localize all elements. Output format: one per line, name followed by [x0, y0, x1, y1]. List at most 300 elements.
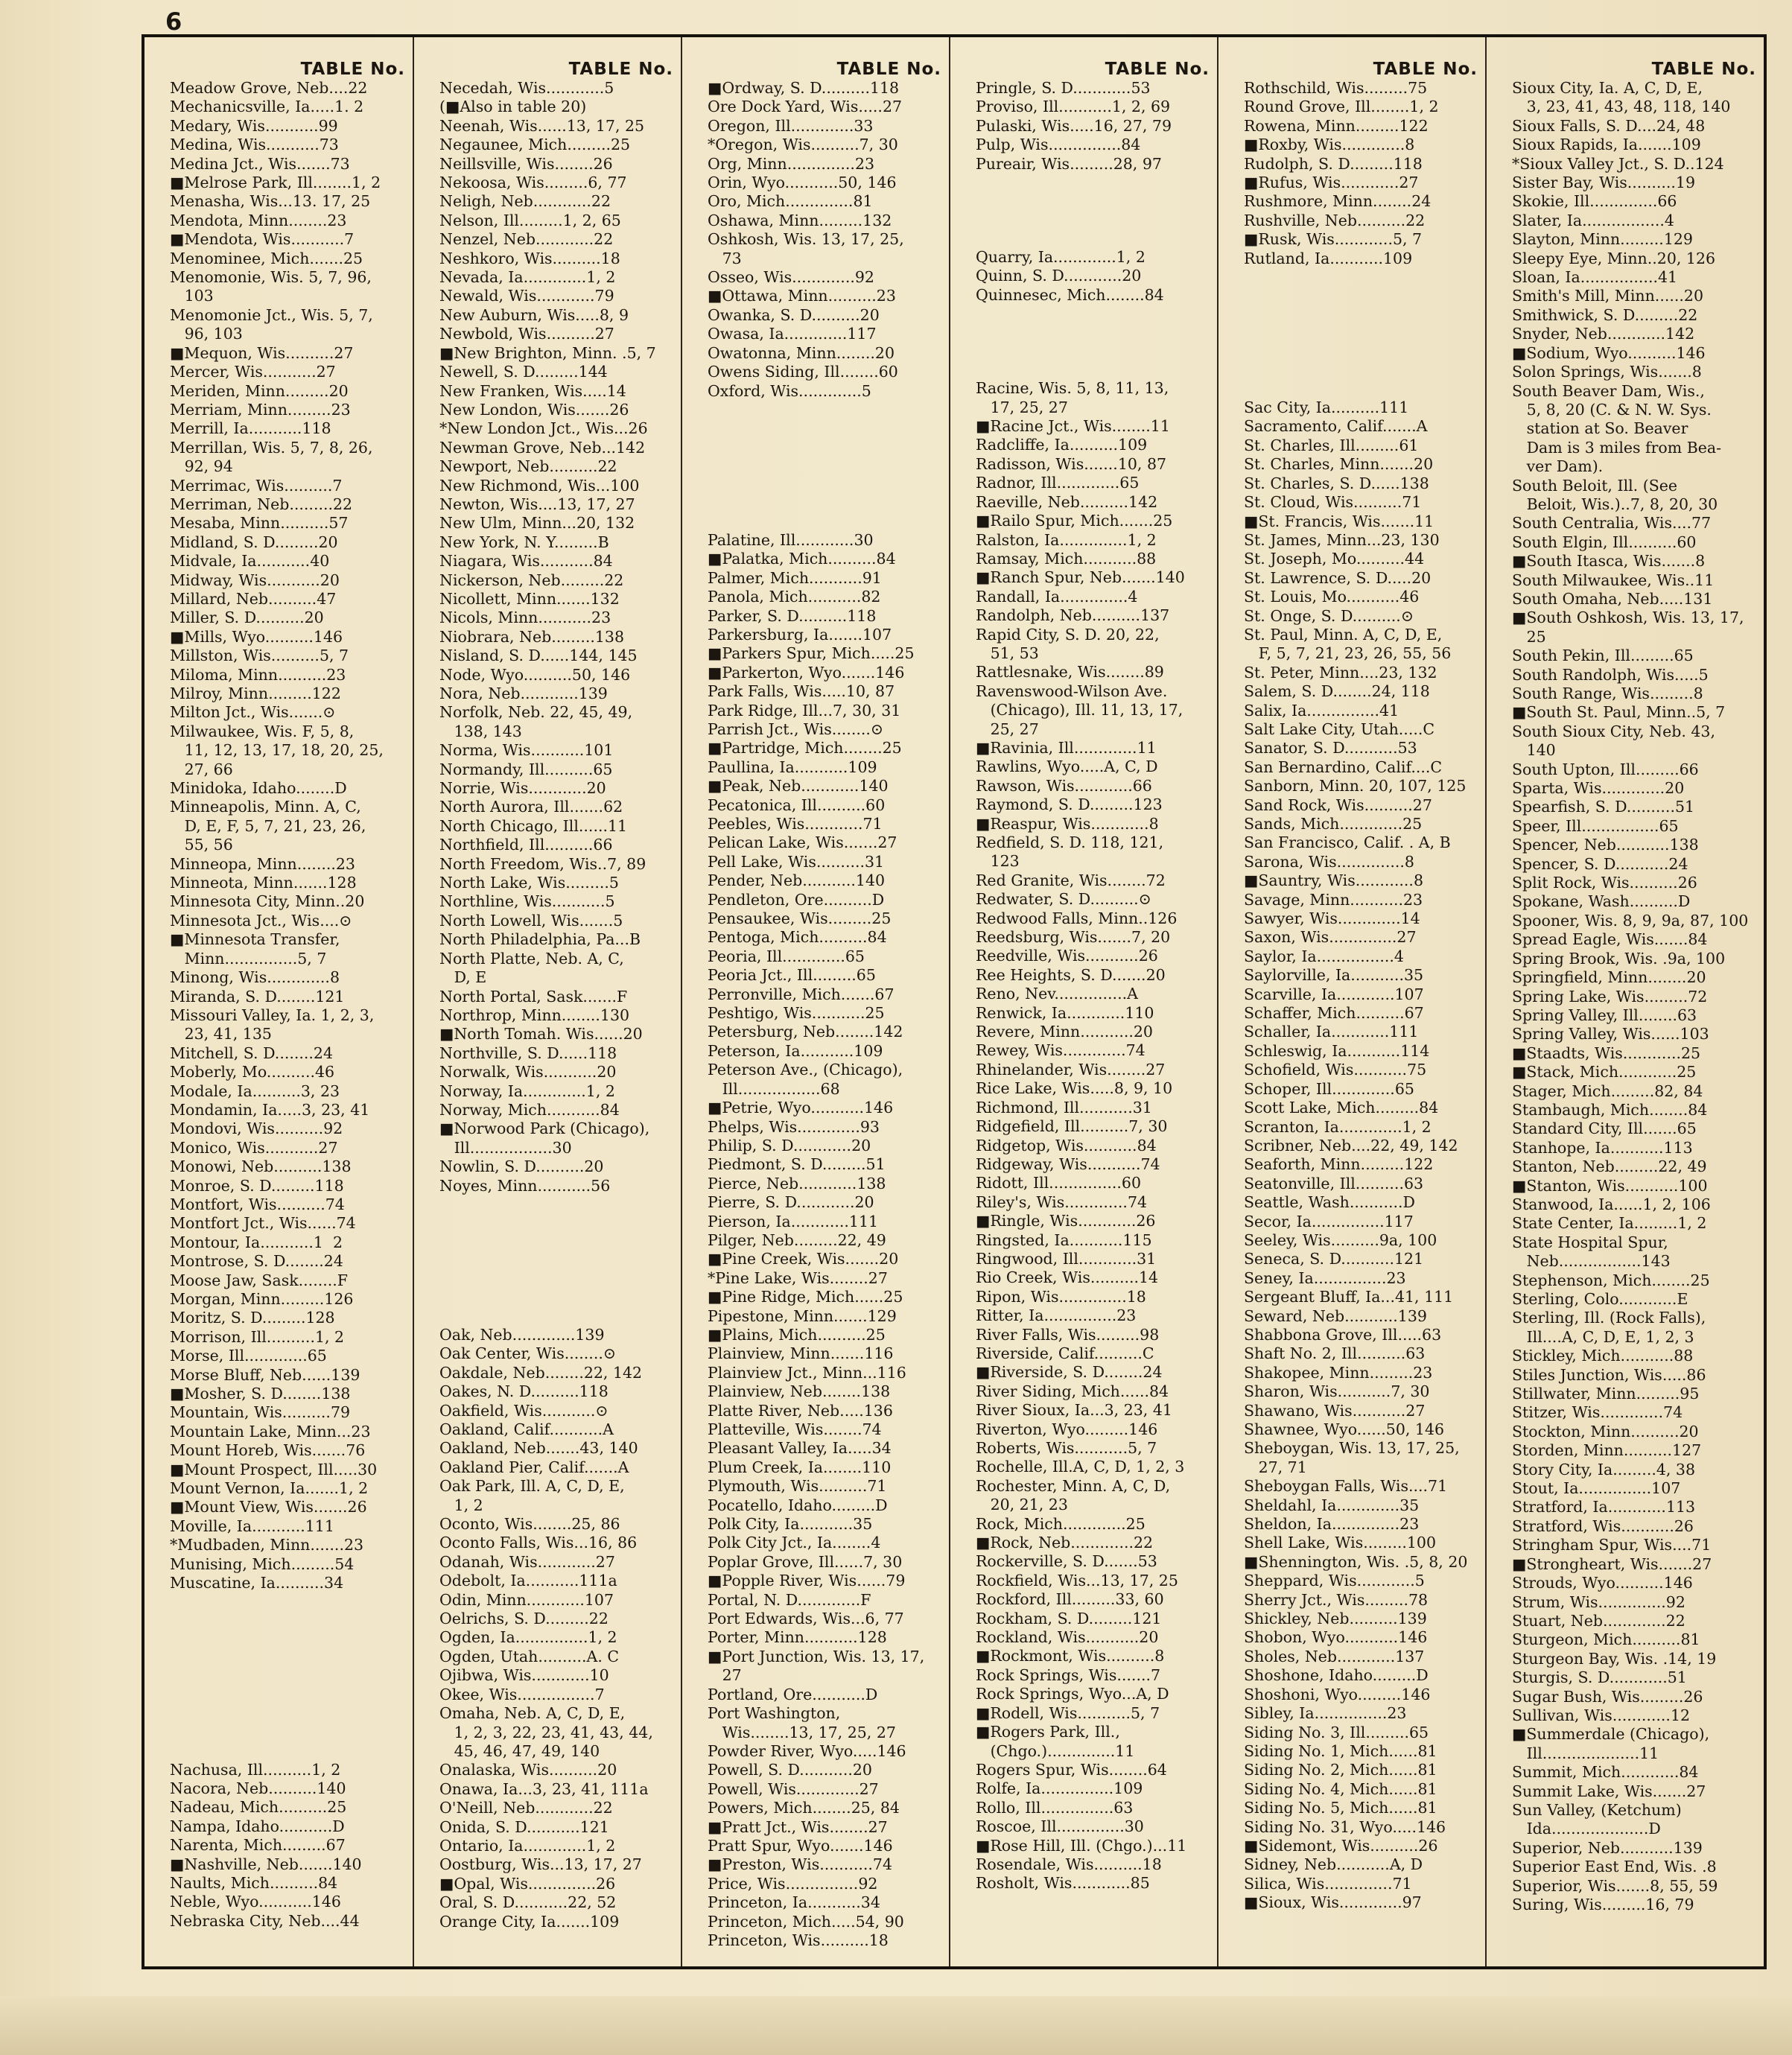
station-entry: Sheppard, Wis............5 — [1244, 1572, 1425, 1590]
station-list — [414, 79, 681, 1931]
station-entry: Schofield, Wis...........75 — [1244, 1061, 1427, 1079]
station-entry: Missouri Valley, Ia. 1, 2, 3, — [170, 1006, 375, 1024]
station-entry: Shickley, Neb..........139 — [1244, 1610, 1427, 1628]
station-entry: Mount Horeb, Wis.......76 — [170, 1441, 366, 1460]
station-entry: Niobrara, Neb.........138 — [439, 627, 625, 646]
station-entry: Sands, Mich.............25 — [1244, 815, 1423, 833]
station-entry: Parkersburg, Ia.......107 — [708, 625, 892, 644]
station-entry: Oshkosh, Wis. 13, 17, 25, — [708, 230, 904, 249]
station-entry: San Francisco, Calif. . A, B — [1244, 833, 1451, 852]
station-entry: Menominee, Mich.......25 — [170, 249, 363, 267]
station-entry: 25, 27 — [976, 720, 1039, 738]
station-entry: Mitchell, S. D........24 — [170, 1044, 334, 1062]
station-entry: Poplar Grove, Ill......7, 30 — [708, 1552, 903, 1571]
station-entry: Stitzer, Wis.............74 — [1512, 1403, 1683, 1422]
station-entry: Ojibwa, Wis............10 — [439, 1666, 609, 1685]
station-entry: Powell, Wis.............27 — [708, 1779, 879, 1798]
station-entry: Nekoosa, Wis.........6, 77 — [439, 174, 627, 192]
station-entry: Neillsville, Wis........26 — [439, 154, 613, 173]
section-gap — [976, 229, 1211, 248]
station-entry: Ore Dock Yard, Wis.....27 — [708, 98, 903, 116]
station-entry: Powder River, Wyo.....146 — [708, 1741, 906, 1760]
station-entry: Spokane, Wash..........D — [1512, 892, 1691, 911]
station-entry: Strouds, Wyo..........146 — [1512, 1574, 1693, 1592]
station-entry: Owens Siding, Ill........60 — [708, 363, 898, 381]
station-entry: New Ulm, Minn...20, 132 — [439, 514, 635, 533]
station-entry: Sioux Rapids, Ia.......109 — [1512, 136, 1701, 154]
station-entry: Ringsted, Ia...........115 — [976, 1230, 1152, 1249]
station-entry: Rhinelander, Wis........27 — [976, 1060, 1166, 1079]
station-entry: Pecatonica, Ill..........60 — [708, 795, 886, 814]
station-entry: Reedsburg, Wis.......7, 20 — [976, 928, 1171, 947]
station-entry: St. Onge, S. D..........⊙ — [1244, 606, 1414, 625]
station-entry: Oro, Mich..............81 — [708, 192, 873, 211]
station-entry: Moritz, S. D.........128 — [170, 1309, 335, 1327]
station-entry: Oelrichs, S. D.........22 — [439, 1610, 609, 1628]
station-entry: Milwaukee, Wis. F, 5, 8, — [170, 722, 355, 740]
station-entry: Ritter, Ia...............23 — [976, 1306, 1137, 1325]
station-entry: Powell, S. D...........20 — [708, 1761, 872, 1779]
station-entry: New London, Wis.......26 — [439, 400, 629, 419]
station-entry: Spencer, Neb...........138 — [1512, 836, 1699, 854]
station-entry: Stambaugh, Mich........84 — [1512, 1100, 1708, 1119]
station-entry: Miloma, Minn..........23 — [170, 665, 346, 684]
station-entry: Paullina, Ia...........109 — [708, 757, 877, 776]
station-entry: Sioux City, Ia. A, C, D, E, — [1512, 79, 1703, 97]
station-entry: Snyder, Neb............142 — [1512, 325, 1695, 343]
station-entry: Shell Lake, Wis.........100 — [1244, 1534, 1436, 1552]
station-entry: Northrop, Minn........130 — [439, 1006, 630, 1024]
station-entry: Savage, Minn...........23 — [1244, 890, 1423, 909]
station-entry: Stuart, Neb.............22 — [1512, 1611, 1685, 1630]
section-gap — [170, 1668, 407, 1686]
station-entry: Phelps, Wis.............93 — [708, 1117, 880, 1136]
station-entry: Merriam, Minn.........23 — [170, 400, 351, 419]
section-gap — [170, 1686, 407, 1705]
section-gap — [170, 1742, 407, 1761]
station-entry: Sibley, Ia...............23 — [1244, 1704, 1407, 1723]
station-entry: Sterling, Colo............E — [1512, 1290, 1688, 1308]
station-entry: North Portal, Sask.......F — [439, 987, 628, 1006]
station-entry: Stockton, Minn..........20 — [1512, 1422, 1699, 1441]
station-entry: ■Racine Jct., Wis........11 — [976, 417, 1170, 436]
station-entry: Pilger, Neb.........22, 49 — [708, 1230, 886, 1249]
station-entry: Quinn, S. D............20 — [976, 267, 1142, 285]
station-entry: St. Lawrence, S. D.....20 — [1244, 568, 1432, 587]
station-entry: Rockerville, S. D.......53 — [976, 1552, 1157, 1571]
station-entry: Shawnee, Wyo......50, 146 — [1244, 1420, 1445, 1438]
station-entry: Negaunee, Mich.........25 — [439, 136, 631, 154]
station-entry: ■Plains, Mich..........25 — [708, 1325, 886, 1344]
station-entry: Palatine, Ill............30 — [708, 530, 874, 549]
station-entry: ■Shennington, Wis. .5, 8, 20 — [1244, 1552, 1468, 1571]
station-index-table — [142, 34, 1767, 1969]
section-gap — [170, 1630, 407, 1649]
station-entry: Silica, Wis..............71 — [1244, 1874, 1412, 1893]
station-entry: Nowlin, S. D..........20 — [439, 1157, 604, 1176]
station-entry: Newald, Wis............79 — [439, 287, 614, 305]
station-entry: Seney, Ia...............23 — [1244, 1268, 1406, 1287]
station-entry: Oral, S. D...........22, 52 — [439, 1893, 617, 1912]
station-entry: ■Sidemont, Wis..........26 — [1244, 1836, 1438, 1855]
station-entry: Peebles, Wis............71 — [708, 815, 883, 833]
station-entry: South Beloit, Ill. (See — [1512, 476, 1678, 495]
station-entry: Scranton, Ia.............1, 2 — [1244, 1117, 1432, 1136]
station-entry: Morse Bluff, Neb......139 — [170, 1365, 360, 1384]
station-entry: ■Ordway, S. D..........118 — [708, 79, 900, 97]
station-entry: Seneca, S. D...........121 — [1244, 1250, 1424, 1268]
station-entry: *Sioux Valley Jct., S. D..124 — [1512, 154, 1724, 173]
station-entry: Norwalk, Wis...........20 — [439, 1063, 617, 1082]
station-entry: Stephenson, Mich........25 — [1512, 1271, 1710, 1289]
station-entry: Stanwood, Ia......1, 2, 106 — [1512, 1195, 1711, 1213]
station-entry: Storden, Minn..........127 — [1512, 1441, 1702, 1460]
station-entry: Montfort Jct., Wis......74 — [170, 1214, 356, 1233]
section-gap — [170, 1705, 407, 1724]
table-number-header: TABLE No. — [568, 60, 673, 79]
station-entry: ■Partridge, Mich........25 — [708, 739, 902, 757]
table-number-header: TABLE No. — [1373, 60, 1478, 79]
station-entry: Rockford, Ill.........33, 60 — [976, 1590, 1164, 1609]
station-entry: North Aurora, Ill.......62 — [439, 798, 623, 816]
station-entry: Siding No. 3, Ill.........65 — [1244, 1723, 1429, 1741]
station-entry: 1, 2, 3, 22, 23, 41, 43, 44, — [439, 1723, 653, 1741]
station-entry: Plainview, Neb........138 — [708, 1382, 891, 1401]
station-entry: Princeton, Mich.....54, 90 — [708, 1912, 904, 1931]
station-entry: Salem, S. D........24, 118 — [1244, 682, 1430, 701]
station-entry: ■Reaspur, Wis............8 — [976, 814, 1159, 833]
station-entry: State Hospital Spur, — [1512, 1233, 1668, 1251]
station-entry: Strum, Wis..............92 — [1512, 1592, 1685, 1611]
station-entry: Menomonie Jct., Wis. 5, 7, — [170, 305, 373, 324]
index-column-4 — [949, 37, 1217, 1966]
station-entry: Sheldahl, Ia.............35 — [1244, 1496, 1420, 1514]
station-entry: Oakfield, Wis...........⊙ — [439, 1401, 609, 1420]
page-number: 6 — [165, 7, 182, 36]
station-entry: Newton, Wis....13, 17, 27 — [439, 495, 635, 513]
station-entry: Parrish Jct., Wis........⊙ — [708, 720, 884, 738]
station-entry: Parker, S. D..........118 — [708, 606, 877, 625]
station-entry: Sheldon, Ia..............23 — [1244, 1515, 1420, 1534]
station-entry: Pipestone, Minn.......129 — [708, 1306, 897, 1325]
section-gap — [976, 305, 1211, 323]
station-entry: Superior, Neb...........139 — [1512, 1838, 1703, 1857]
station-entry: Pringle, S. D............53 — [976, 79, 1151, 97]
section-gap — [708, 457, 943, 475]
station-entry: ■Rusk, Wis............5, 7 — [1244, 230, 1423, 249]
station-entry: (■Also in table 20) — [439, 98, 587, 116]
station-entry: Sharon, Wis...........7, 30 — [1244, 1382, 1430, 1401]
station-entry: Sheboygan Falls, Wis....71 — [1244, 1477, 1448, 1496]
section-gap — [439, 1307, 675, 1326]
station-entry: Oconto, Wis........25, 86 — [439, 1515, 620, 1534]
station-entry: Merrill, Ia...........118 — [170, 419, 331, 438]
station-entry: Oak, Neb.............139 — [439, 1325, 605, 1344]
station-entry: Rollo, Ill...............63 — [976, 1798, 1134, 1817]
station-entry: ■Popple River, Wis......79 — [708, 1572, 906, 1590]
station-entry: Ripon, Wis..............18 — [976, 1287, 1146, 1306]
station-entry: Medary, Wis...........99 — [170, 116, 338, 135]
station-entry: 27 — [708, 1666, 742, 1685]
station-entry: ■Ottawa, Minn..........23 — [708, 287, 896, 305]
station-entry: Story City, Ia.........4, 38 — [1512, 1460, 1696, 1478]
station-entry: Platteville, Wis........74 — [708, 1420, 882, 1438]
station-entry: Ogden, Ia...............1, 2 — [439, 1628, 617, 1647]
station-entry: Rushmore, Minn........24 — [1244, 192, 1432, 211]
section-gap — [439, 1270, 675, 1289]
station-entry: Ill....A, C, D, E, 1, 2, 3 — [1512, 1327, 1694, 1346]
station-entry: Randall, Ia..............4 — [976, 587, 1138, 606]
station-entry: Spring Brook, Wis. .9a, 100 — [1512, 949, 1726, 968]
station-entry: ■Parkers Spur, Mich.....25 — [708, 644, 915, 663]
station-entry: Oak Center, Wis........⊙ — [439, 1344, 617, 1363]
station-entry: Sturgeon, Mich..........81 — [1512, 1630, 1700, 1649]
station-entry: Seattle, Wash...........D — [1244, 1193, 1415, 1212]
station-entry: Medina, Wis...........73 — [170, 136, 339, 154]
station-entry: Stanhope, Ia...........113 — [1512, 1138, 1693, 1157]
station-entry: (Chgo.)..............11 — [976, 1741, 1135, 1760]
station-entry: Sheboygan, Wis. 13, 17, 25, — [1244, 1439, 1460, 1458]
station-entry: Proviso, Ill...........1, 2, 69 — [976, 98, 1171, 116]
station-entry: Ontario, Ia.............1, 2 — [439, 1836, 616, 1855]
section-gap — [708, 438, 943, 457]
station-entry: Nisland, S. D......144, 145 — [439, 647, 638, 665]
station-entry: Miranda, S. D........121 — [170, 987, 345, 1006]
station-entry: Pentoga, Mich..........84 — [708, 928, 887, 947]
station-entry: D, E, F, 5, 7, 21, 23, 26, — [170, 816, 366, 835]
station-entry: 5, 8, 20 (C. & N. W. Sys. — [1512, 400, 1712, 419]
station-entry: Oak Park, Ill. A, C, D, E, — [439, 1477, 625, 1496]
station-entry: Spencer, S. D...........24 — [1512, 854, 1688, 873]
station-entry: Radnor, Ill.............65 — [976, 474, 1140, 492]
station-entry: Park Ridge, Ill...7, 30, 31 — [708, 701, 901, 720]
station-entry: Rapid City, S. D. 20, 22, — [976, 625, 1160, 644]
station-entry: Sterling, Ill. (Rock Falls), — [1512, 1309, 1706, 1327]
station-entry: Merriman, Neb.........22 — [170, 495, 353, 513]
station-entry: Oxford, Wis.............5 — [708, 381, 871, 400]
station-entry: Nicols, Minn...........23 — [439, 609, 611, 627]
station-entry: St. Charles, S. D......138 — [1244, 474, 1429, 492]
station-entry: ■South Oshkosh, Wis. 13, 17, — [1512, 609, 1744, 627]
station-entry: Oshawa, Minn.........132 — [708, 211, 892, 229]
station-entry: Park Falls, Wis.....10, 87 — [708, 682, 895, 701]
station-entry: Pell Lake, Wis..........31 — [708, 852, 885, 871]
station-entry: Plum Creek, Ia........110 — [708, 1458, 892, 1476]
station-entry: Ridgetop, Wis...........84 — [976, 1136, 1157, 1154]
section-gap — [976, 342, 1211, 361]
station-entry: Peshtigo, Wis...........25 — [708, 1004, 885, 1023]
station-entry: Polk City Jct., Ia........4 — [708, 1534, 881, 1552]
station-entry: Peterson, Ia...........109 — [708, 1041, 883, 1060]
station-entry: ■Summerdale (Chicago), — [1512, 1725, 1710, 1744]
section-gap — [170, 1649, 407, 1668]
station-entry: Owatonna, Minn........20 — [708, 343, 895, 362]
section-gap — [1244, 287, 1479, 305]
station-entry: San Bernardino, Calif....C — [1244, 757, 1443, 776]
section-gap — [439, 1195, 675, 1214]
station-entry: ■Rockmont, Wis..........8 — [976, 1647, 1165, 1665]
station-entry: Spring Valley, Ill........63 — [1512, 1006, 1697, 1024]
station-entry: Smith's Mill, Minn......20 — [1512, 287, 1703, 305]
station-entry: Oakes, N. D..........118 — [439, 1382, 609, 1401]
station-entry: Sparta, Wis.............20 — [1512, 779, 1685, 798]
station-entry: Minneota, Minn.......128 — [170, 874, 357, 892]
station-entry: ■Mequon, Wis..........27 — [170, 343, 354, 362]
station-entry: Nora, Neb............139 — [439, 685, 608, 702]
station-entry: Oakland, Calif...........A — [439, 1420, 614, 1438]
station-entry: Stager, Mich.........82, 84 — [1512, 1082, 1703, 1100]
station-entry: Nevada, Ia.............1, 2 — [439, 268, 616, 287]
section-gap — [170, 1593, 407, 1612]
station-entry: Sidney, Neb...........A, D — [1244, 1855, 1423, 1874]
station-entry: Owanka, S. D..........20 — [708, 305, 880, 324]
station-list — [1219, 79, 1485, 1913]
section-gap — [1244, 361, 1479, 380]
station-entry: Roberts, Wis...........5, 7 — [976, 1439, 1157, 1457]
station-entry: Seeley, Wis..........9a, 100 — [1244, 1230, 1437, 1249]
station-entry: Nicollett, Minn.......132 — [439, 589, 620, 608]
station-entry: South Randolph, Wis.....5 — [1512, 665, 1709, 684]
station-entry: Okee, Wis................7 — [439, 1685, 605, 1703]
station-entry: St. Charles, Minn.......20 — [1244, 455, 1434, 474]
station-entry: Midvale, Ia...........40 — [170, 552, 330, 571]
station-entry: ■Pine Ridge, Mich......25 — [708, 1288, 903, 1306]
station-entry: South Omaha, Neb.....131 — [1512, 589, 1713, 608]
station-entry: Monroe, S. D.........118 — [170, 1176, 344, 1195]
station-entry: Slater, Ia.................4 — [1512, 211, 1674, 229]
station-entry: Skokie, Ill..............66 — [1512, 192, 1677, 211]
station-entry: Superior, Wis.......8, 55, 59 — [1512, 1876, 1718, 1895]
station-entry: ■St. Francis, Wis.......11 — [1244, 512, 1434, 530]
section-gap — [708, 512, 943, 531]
station-entry: Ogden, Utah..........A. C — [439, 1647, 620, 1665]
station-entry: Stratford, Wis...........26 — [1512, 1516, 1694, 1535]
station-entry: 17, 25, 27 — [976, 398, 1068, 416]
station-entry: Spearfish, S. D..........51 — [1512, 798, 1695, 816]
station-entry: Monico, Wis...........27 — [170, 1138, 338, 1157]
station-entry: Sullivan, Wis............12 — [1512, 1706, 1691, 1724]
station-entry: Rawlins, Wyo.....A, C, D — [976, 757, 1158, 776]
station-entry: Rochester, Minn. A, C, D, — [976, 1476, 1171, 1495]
station-entry: Midway, Wis...........20 — [170, 571, 340, 589]
station-entry: Orin, Wyo...........50, 146 — [708, 174, 897, 192]
station-entry: Summit Lake, Wis.......27 — [1512, 1782, 1706, 1800]
station-entry: Rice Lake, Wis.....8, 9, 10 — [976, 1079, 1173, 1098]
station-entry: Redwood Falls, Minn..126 — [976, 909, 1178, 927]
station-entry: Mesaba, Minn..........57 — [170, 514, 349, 533]
station-entry: Raymond, S. D.........123 — [976, 795, 1163, 814]
station-entry: Sergeant Bluff, Ia...41, 111 — [1244, 1288, 1454, 1306]
station-entry: Ridott, Ill...............60 — [976, 1174, 1142, 1192]
station-entry: St. Cloud, Wis..........71 — [1244, 493, 1422, 512]
station-entry: O'Neill, Neb............22 — [439, 1799, 613, 1817]
station-entry: Sholes, Neb............137 — [1244, 1647, 1425, 1665]
station-entry: Mountain, Wis..........79 — [170, 1403, 351, 1422]
station-entry: Nickerson, Neb.........22 — [439, 571, 624, 589]
table-number-header: TABLE No. — [1105, 60, 1210, 79]
station-entry: North Chicago, Ill......11 — [439, 816, 628, 835]
station-entry: Solon Springs, Wis.......8 — [1512, 363, 1702, 381]
station-entry: ■Sauntry, Wis............8 — [1244, 871, 1423, 890]
station-entry: ■Rogers Park, Ill., — [976, 1723, 1120, 1741]
station-entry: Rutland, Ia...........109 — [1244, 249, 1413, 267]
index-column-6 — [1485, 37, 1764, 1966]
station-entry: Minidoka, Idaho........D — [170, 779, 347, 798]
station-entry: Nacora, Neb..........140 — [170, 1779, 346, 1797]
index-column-1 — [144, 37, 413, 1966]
section-gap — [976, 192, 1211, 211]
station-entry: Red Granite, Wis........72 — [976, 871, 1166, 889]
station-entry: Richmond, Ill...........31 — [976, 1098, 1152, 1117]
station-entry: Speer, Ill................65 — [1512, 816, 1679, 835]
station-entry: 20, 21, 23 — [976, 1496, 1068, 1514]
station-entry: Shawano, Wis...........27 — [1244, 1401, 1426, 1420]
station-entry: F, 5, 7, 21, 23, 26, 55, 56 — [1244, 644, 1452, 663]
station-entry: Pender, Neb...........140 — [708, 871, 886, 890]
station-entry: ■Minnesota Transfer, — [170, 930, 340, 949]
section-gap — [1244, 343, 1479, 361]
station-entry: Pulp, Wis...............84 — [976, 136, 1141, 154]
station-entry: ■Preston, Wis...........74 — [708, 1855, 892, 1874]
station-entry: 3, 23, 41, 43, 48, 118, 140 — [1512, 98, 1731, 116]
station-entry: Plymouth, Wis..........71 — [708, 1477, 887, 1496]
section-gap — [170, 1724, 407, 1742]
station-entry: 96, 103 — [170, 325, 243, 343]
station-entry: Milton Jct., Wis.......⊙ — [170, 703, 336, 722]
station-entry: Wis........13, 17, 25, 27 — [708, 1723, 896, 1741]
station-entry: Mechanicsville, Ia.....1. 2 — [170, 98, 364, 116]
station-entry: Summit, Mich............84 — [1512, 1763, 1699, 1782]
station-entry: Racine, Wis. 5, 8, 11, 13, — [976, 379, 1169, 398]
station-entry: Spread Eagle, Wis.......84 — [1512, 930, 1708, 949]
station-entry: station at So. Beaver — [1512, 419, 1688, 438]
station-entry: ■Ranch Spur, Neb.......140 — [976, 568, 1185, 587]
station-entry: Nachusa, Ill..........1, 2 — [170, 1760, 341, 1779]
station-entry: ■Rufus, Wis............27 — [1244, 174, 1419, 192]
station-entry: ■North Tomah. Wis......20 — [439, 1025, 643, 1044]
station-entry: Sacramento, Calif.......A — [1244, 417, 1428, 436]
station-entry: Meriden, Minn.........20 — [170, 381, 349, 400]
station-entry: Siding No. 31, Wyo.....146 — [1244, 1817, 1446, 1836]
station-entry: Sister Bay, Wis..........19 — [1512, 174, 1696, 192]
station-entry: Siding No. 4, Mich......81 — [1244, 1779, 1437, 1798]
section-gap — [1244, 268, 1479, 287]
station-entry: 123 — [976, 852, 1020, 871]
station-entry: North Lowell, Wis.......5 — [439, 911, 623, 930]
station-list — [144, 79, 413, 1931]
section-gap — [976, 211, 1211, 229]
station-entry: *New London Jct., Wis...26 — [439, 419, 648, 438]
station-entry: South Elgin, Ill..........60 — [1512, 533, 1697, 551]
station-entry: Nadeau, Mich..........25 — [170, 1798, 347, 1817]
station-entry: Noyes, Minn...........56 — [439, 1176, 611, 1195]
station-entry: Quinnesec, Mich........84 — [976, 285, 1164, 304]
station-entry: ■South St. Paul, Minn..5, 7 — [1512, 703, 1726, 722]
section-gap — [170, 1612, 407, 1630]
section-gap — [976, 361, 1211, 379]
station-entry: Sun Valley, (Ketchum) — [1512, 1800, 1682, 1819]
station-entry: Port Edwards, Wis...6, 77 — [708, 1610, 904, 1628]
station-entry: Ringwood, Ill............31 — [976, 1249, 1157, 1268]
station-entry: Shabbona Grove, Ill.....63 — [1244, 1325, 1442, 1344]
station-entry: 1, 2 — [439, 1496, 483, 1514]
station-entry: South Centralia, Wis....77 — [1512, 514, 1712, 533]
station-entry: Shobon, Wyo...........146 — [1244, 1628, 1428, 1647]
station-entry: ■Petrie, Wyo...........146 — [708, 1099, 894, 1117]
station-entry: Portland, Ore...........D — [708, 1685, 878, 1703]
station-entry: South Milwaukee, Wis..11 — [1512, 571, 1715, 589]
station-entry: Ramsay, Mich...........88 — [976, 549, 1157, 568]
